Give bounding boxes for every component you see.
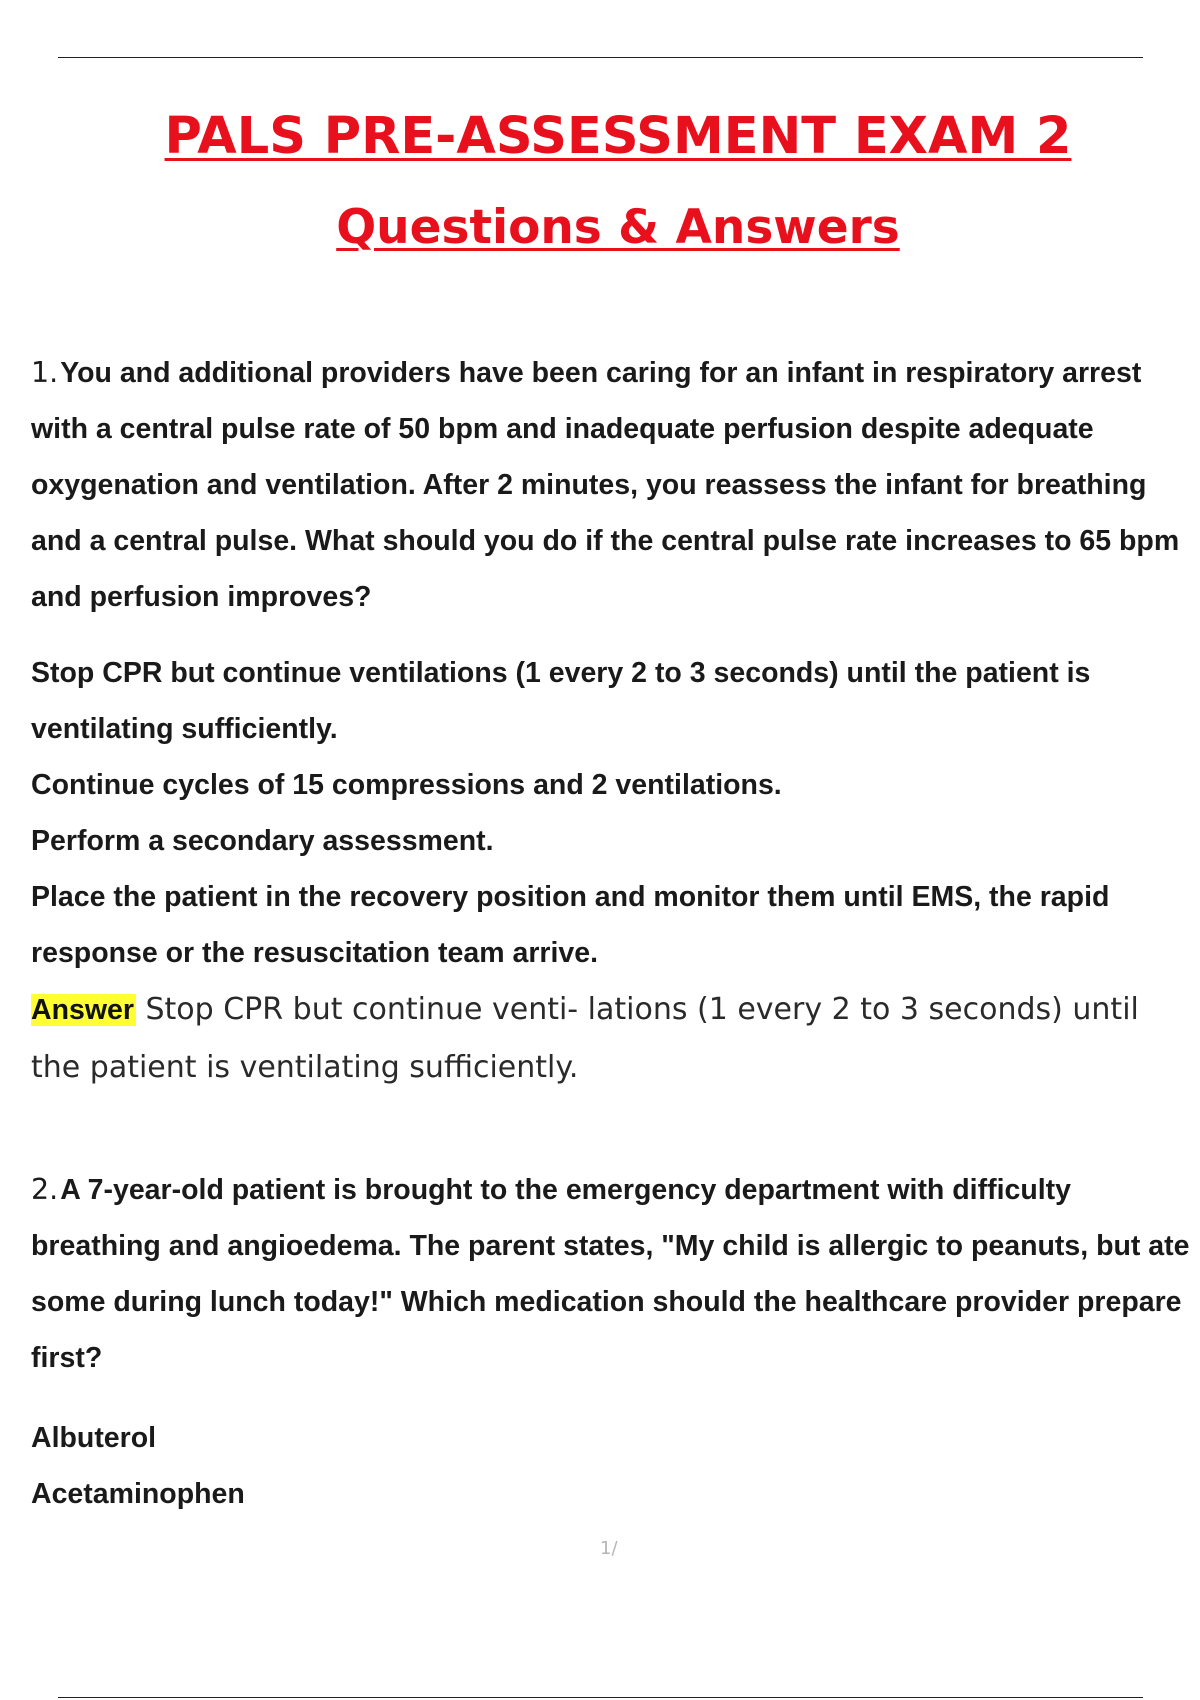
question-2-stem [31, 1162, 1196, 1386]
question-1-option: Place the patient in the recovery position and monitor them until EMS, the rapid response or the resuscitation team arrive. [31, 881, 1110, 969]
bottom-rule [58, 1697, 1143, 1698]
question-2-text: A 7-year-old patient is brought to the emergency department with difficulty breathing and angioedema. The parent states, "My child is allergic to peanuts, but ate some during lunch today!" Which medication should the healthcare provider prepare first? [31, 1174, 1190, 1374]
question-1-number: 1. [31, 356, 59, 389]
top-rule [58, 57, 1143, 58]
document-title: PALS PRE-ASSESSMENT EXAM 2 [164, 107, 1072, 166]
question-2-option: Acetaminophen [31, 1478, 245, 1510]
question-1-option: Stop CPR but continue ventilations (1 every 2 to 3 seconds) until the patient is ventilating sufficiently. [31, 657, 1091, 745]
question-1-option: Continue cycles of 15 compressions and 2 ventilations. [31, 769, 782, 801]
question-2-options [31, 1410, 1196, 1522]
question-1-stem [31, 345, 1196, 625]
question-2-option: Albuterol [31, 1422, 157, 1454]
answer-label: Answer [31, 994, 134, 1026]
question-1-text: You and additional providers have been caring for an infant in respiratory arrest with a central pulse rate of 50 bpm and inadequate perfusion despite adequate oxygenation and ventilation. After 2 minutes, you reassess the infant for breathing and a central pulse. What should you do if the central pulse rate increases to 65 bpm and perfusion improves? [31, 357, 1180, 613]
question-1-options [31, 645, 1196, 981]
question-2-number: 2. [31, 1173, 59, 1206]
document-subtitle: Questions & Answers [336, 200, 900, 255]
question-2 [31, 1162, 1196, 1522]
question-1 [31, 345, 1196, 1096]
page-number: 1/ [600, 1538, 618, 1559]
question-1-option: Perform a secondary assessment. [31, 825, 494, 857]
answer-text: Stop CPR but continue venti- lations (1 every 2 to 3 seconds) until the patient is ventilating sufficiently. [31, 992, 1139, 1085]
question-1-answer [31, 981, 1196, 1096]
